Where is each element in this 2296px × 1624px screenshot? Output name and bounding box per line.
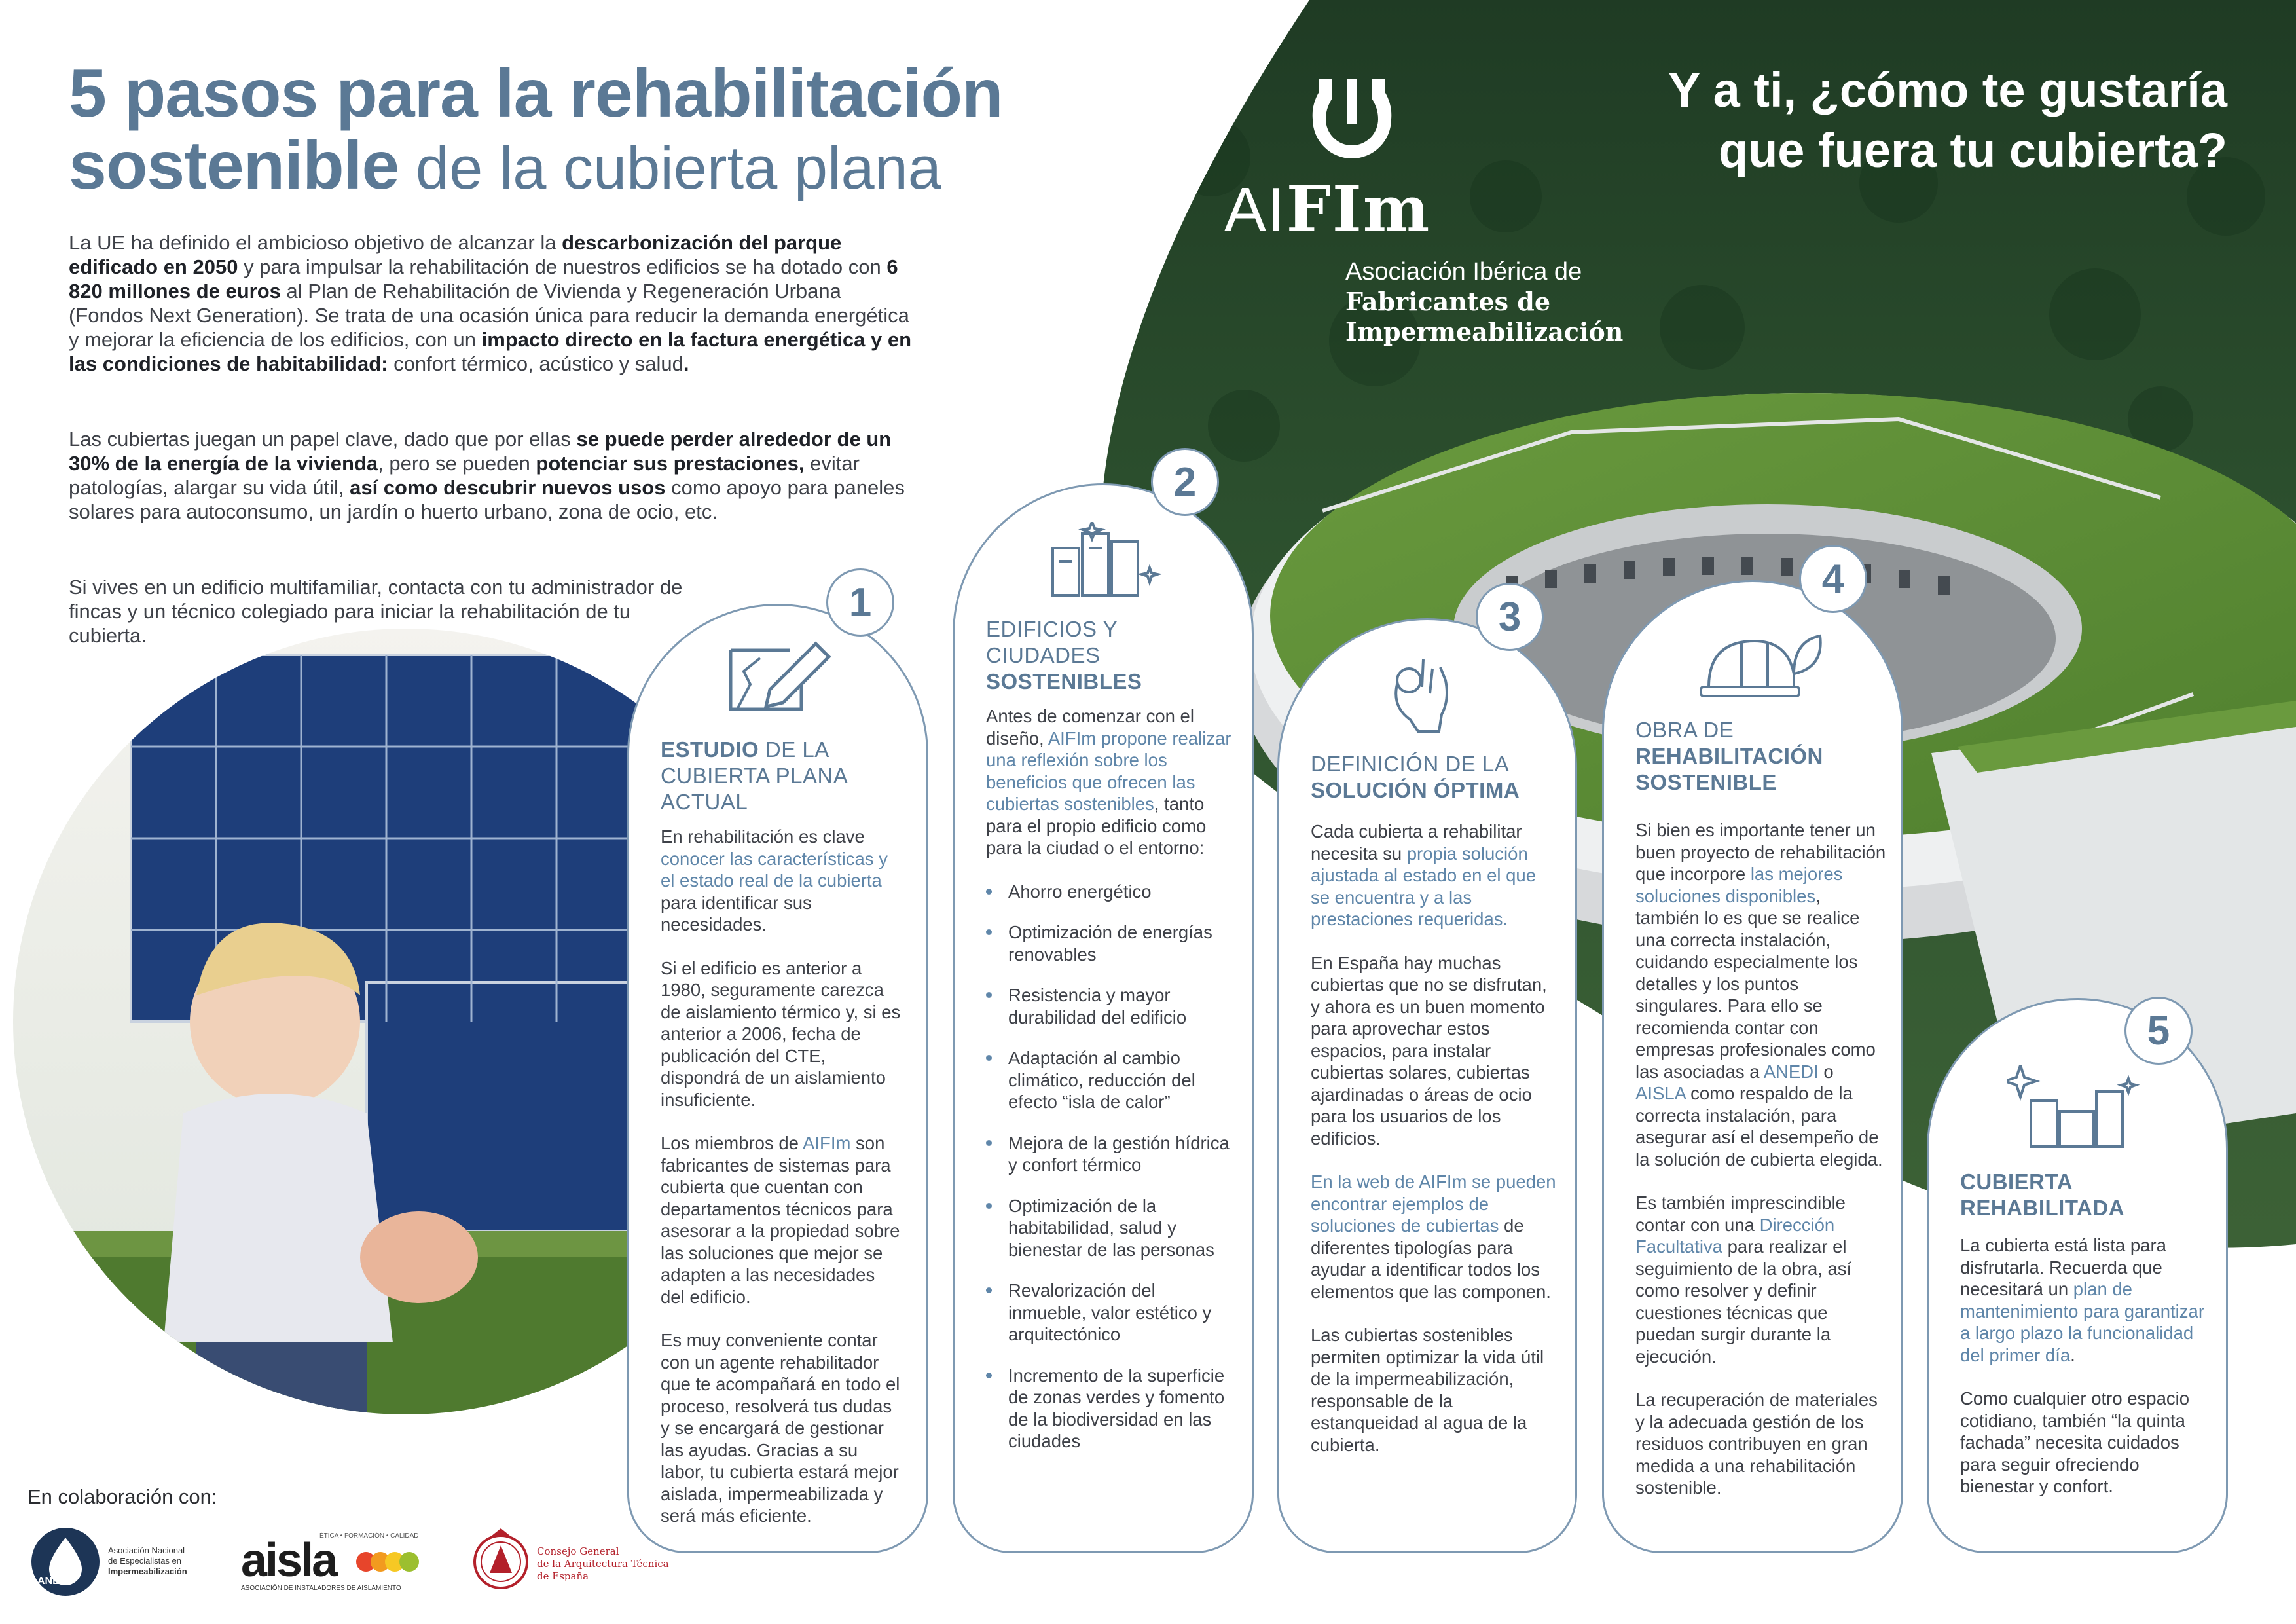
- highlight-text: las mejores soluciones disponibles: [1635, 864, 1843, 906]
- intro-text-run: impacto directo en la factura energética y en las condiciones de habitabilidad:: [69, 328, 912, 375]
- card-title-run: DEFINICIÓN DE LA: [1311, 752, 1508, 776]
- intro-text-run: se puede perder alrededor de un 30% de la energía de la vivienda: [69, 428, 892, 475]
- body-text: Es muy conveniente contar con un agente rehabilitador que te acompañará en todo el proceso, resolverá tus dudas y se encargará de gestionar las ayudas. Gracias a su labor, tu cubierta estará mejor aislada, impermeabilizada y será más eficiente.: [661, 1330, 900, 1526]
- body-text: En España hay muchas cubiertas que no se disfrutan, y ahora es un buen momento para aprovechar estos espacios, para instalar cubiertas solares, cubiertas ajardinadas o áreas de ocio para los usuarios de los edificios.: [1311, 952, 1547, 1149]
- step-2-body: [986, 705, 1235, 1471]
- intro-text-run: 6 820 millones de euros: [69, 255, 898, 303]
- highlight-text: ANEDI: [1763, 1061, 1819, 1082]
- card-paragraph: [1635, 819, 1887, 1170]
- card-paragraph: [1635, 1192, 1887, 1367]
- card-paragraph: [1311, 821, 1559, 931]
- step-4-body: [1635, 819, 1887, 1521]
- step-1-title: [661, 737, 896, 815]
- step-card-5: [1927, 998, 2228, 1553]
- body-text: Los miembros de: [661, 1133, 803, 1153]
- step-5-body: [1960, 1234, 2209, 1519]
- benefit-item: Optimización de energías renovables: [986, 921, 1235, 965]
- aisla-wordmark: aisla: [241, 1534, 337, 1587]
- intro-text-run: al Plan de Rehabilitación de Vivienda y Regeneración Urbana (Fondos Next Generation). Se trata de una ocasión única para reducir la demanda energética y mejorar la eficiencia de los edificios, con un: [69, 280, 909, 351]
- step-3-body: [1311, 821, 1559, 1477]
- body-text: o: [1818, 1061, 1834, 1082]
- benefit-item: Adaptación al cambio climático, reducción del efecto “isla de calor”: [986, 1047, 1235, 1113]
- aifim-logo-icon: [1300, 65, 1404, 170]
- intro-text-run: Si vives en un edificio multifamiliar, contacta con tu administrador de fincas y un técnico colegiado para iniciar la rehabilitación de tu cubierta.: [69, 576, 683, 647]
- card-title-run: CUBIERTA REHABILITADA: [1960, 1170, 2125, 1220]
- intro-text-run: .: [683, 352, 689, 375]
- body-text: Antes de comenzar con el diseño,: [986, 706, 1194, 748]
- slogan-line-2: que fuera tu cubierta?: [1718, 123, 2227, 177]
- highlight-text: propia solución ajustada al estado en el que se encuentra y a las prestaciones requeridas.: [1311, 843, 1537, 929]
- title-line-2-rest: de la cubierta plana: [399, 135, 941, 202]
- highlight-text: plan de mantenimiento para garantizar a largo plazo la funcionalidad del primer día: [1960, 1279, 2204, 1365]
- card-paragraph: [661, 826, 903, 936]
- body-text: para realizar el seguimiento de la obra, así como resolver y definir cuestiones técnicas que puedan surgir durante la ejecución.: [1635, 1236, 1852, 1367]
- anedi-mark-text: ANEDI: [37, 1576, 70, 1587]
- card-paragraph: [1960, 1388, 2209, 1498]
- card-paragraph: [1960, 1234, 2209, 1366]
- intro-text-run: evitar patologías, alargar su vida útil,: [69, 452, 860, 499]
- card-paragraph: [1311, 1171, 1559, 1302]
- aisla-tagline: ÉTICA • FORMACIÓN • CALIDAD: [319, 1532, 419, 1540]
- intro-paragraph-3: [69, 575, 710, 648]
- collaboration-label: En colaboración con:: [27, 1485, 217, 1508]
- step-card-4: [1602, 580, 1903, 1553]
- card-title-run: REHABILITACIÓN SOSTENIBLE: [1635, 744, 1823, 794]
- cgate-name: [537, 1545, 669, 1583]
- card-paragraph: [1635, 1389, 1887, 1499]
- intro-text-run: , pero se pueden: [378, 452, 536, 475]
- assoc-line-2: Fabricantes de: [1345, 287, 1551, 316]
- helmet-leaf-icon: [1696, 628, 1827, 707]
- body-text: Si bien es importante tener un buen proyecto de rehabilitación que incorpore: [1635, 820, 1886, 884]
- step-3-number-badge: 3: [1476, 583, 1544, 651]
- step-2-number-badge: 2: [1151, 448, 1219, 516]
- benefits-list: [986, 881, 1235, 1452]
- highlight-text: En la web de AIFIm se pueden encontrar ejemplos de soluciones de cubiertas: [1311, 1172, 1556, 1236]
- card-paragraph: [661, 1132, 903, 1308]
- cgate-name-line-3: de España: [537, 1570, 589, 1582]
- card-title-run: SOSTENIBLES: [986, 669, 1142, 693]
- step-5-title: [1960, 1169, 2202, 1221]
- intro-text-run: Las cubiertas juegan un papel clave, dado que por ellas: [69, 428, 577, 451]
- step-card-3: [1277, 618, 1577, 1553]
- intro-text-run: confort térmico, acústico y salud: [388, 352, 683, 375]
- card-title-run: OBRA DE: [1635, 718, 1734, 742]
- body-text: La recuperación de materiales y la adecuada gestión de los residuos contribuyen en gran medida a una rehabilitación sostenible.: [1635, 1390, 1878, 1498]
- body-text: .: [2070, 1344, 2075, 1365]
- card-paragraph: [661, 957, 903, 1111]
- logo-text-fim: FIm: [1286, 172, 1431, 246]
- aisla-name: ASOCIACIÓN DE INSTALADORES DE AISLAMIENTO: [241, 1585, 401, 1592]
- benefit-item: Ahorro energético: [986, 881, 1235, 903]
- city-buildings-icon: [1046, 522, 1164, 600]
- card-paragraph: [1311, 952, 1559, 1150]
- card-title-run: SOLUCIÓN ÓPTIMA: [1311, 778, 1520, 802]
- cgate-logo: [471, 1519, 687, 1591]
- body-text: , también lo es que se realice una correcta instalación, cuidando especialmente los detalles y los puntos singulares. Para ello se recomienda contar con empresas profesionales como las asociadas a: [1635, 885, 1876, 1082]
- highlight-text: conocer las características y el estado real de la cubierta: [661, 848, 888, 891]
- step-4-number-badge: 4: [1799, 545, 1867, 613]
- card-title-run: DE LA CUBIERTA PLANA ACTUAL: [661, 737, 847, 814]
- intro-text-run: como apoyo para paneles solares para autoconsumo, un jardín o huerto urbano, zona de ocio, etc.: [69, 476, 905, 523]
- step-3-title: [1311, 751, 1553, 803]
- step-card-1: [627, 604, 928, 1553]
- sparkling-buildings-icon: [2007, 1065, 2145, 1151]
- cgate-emblem-icon: [471, 1526, 530, 1591]
- step-4-title: [1635, 717, 1878, 796]
- step-5-number-badge: 5: [2124, 997, 2193, 1065]
- highlight-text: Dirección Facultativa: [1635, 1214, 1835, 1257]
- body-text: son fabricantes de sistemas para cubierta que cuentan con departamentos técnicos para asesorar a la propiedad sobre las soluciones que mejor se adapten a las necesidades del edificio.: [661, 1133, 900, 1307]
- step-2-title: [986, 616, 1228, 695]
- card-paragraph: [1311, 1324, 1559, 1456]
- anedi-name-line-2: de Especialistas en: [108, 1556, 182, 1566]
- page-title: [69, 58, 1129, 202]
- intro-text-run: así como descubrir nuevos usos: [350, 476, 666, 499]
- body-text: Es también imprescindible contar con una: [1635, 1192, 1846, 1235]
- body-text: Cada cubierta a rehabilitar necesita su: [1311, 821, 1522, 864]
- intro-text-run: descarbonización del parque edificado en 2050: [69, 231, 842, 278]
- anedi-name: [108, 1545, 239, 1577]
- intro-text-run: y para impulsar la rehabilitación de nuestros edificios se ha dotado con: [238, 255, 887, 278]
- ok-hand-icon: [1384, 654, 1463, 739]
- body-text: como respaldo de la correcta instalación, para asegurar así el desempeño de la solución de cubierta elegida.: [1635, 1083, 1883, 1170]
- benefit-item: Revalorización del inmueble, valor estético y arquitectónico: [986, 1280, 1235, 1346]
- benefit-item: Incremento de la superficie de zonas verdes y fomento de la biodiversidad en las ciudades: [986, 1365, 1235, 1452]
- title-line-2-bold: sostenible: [69, 128, 399, 204]
- aisla-logo: [241, 1519, 437, 1591]
- body-text: para identificar sus necesidades.: [661, 892, 812, 934]
- benefit-item: Optimización de la habitabilidad, salud y bienestar de las personas: [986, 1195, 1235, 1261]
- step-1-body: [661, 826, 903, 1549]
- logo-text-ai: AI: [1224, 175, 1286, 245]
- body-text: de diferentes tipologías para ayudar a identificar todos los elementos que las componen.: [1311, 1215, 1551, 1302]
- cgate-name-line-1: Consejo General: [537, 1545, 619, 1557]
- card-paragraph: [661, 1329, 903, 1527]
- body-text: Las cubiertas sostenibles permiten optimizar la vida útil de la impermeabilización, responsable de la estanqueidad al agua de la cubierta.: [1311, 1325, 1544, 1455]
- benefit-item: Resistencia y mayor durabilidad del edificio: [986, 984, 1235, 1028]
- aisla-rings-icon: [355, 1545, 428, 1578]
- highlight-text: AISLA: [1635, 1083, 1686, 1103]
- card-paragraph: [986, 705, 1235, 859]
- body-text: La cubierta está lista para disfrutarla. Recuerda que necesitará un: [1960, 1235, 2166, 1299]
- body-text: , tanto para el propio edificio como para la ciudad o el entorno:: [986, 794, 1207, 858]
- highlight-text: AIFIm propone realizar una reflexión sobre los beneficios que ofrecen las cubiertas sostenibles: [986, 728, 1231, 814]
- step-card-2: [953, 483, 1254, 1553]
- slogan: [1442, 60, 2227, 181]
- intro-paragraph-2: [69, 427, 920, 524]
- assoc-line-1: Asociación Ibérica de: [1345, 258, 1582, 286]
- intro-text-run: potenciar sus prestaciones,: [536, 452, 805, 475]
- title-line-1: 5 pasos para la rehabilitación: [69, 56, 1003, 132]
- slogan-line-1: Y a ti, ¿cómo te gustaría: [1668, 63, 2227, 117]
- intro-paragraph-1: [69, 231, 920, 376]
- card-title-run: ESTUDIO: [661, 737, 759, 762]
- highlight-text: AIFIm: [803, 1133, 851, 1153]
- body-text: Si el edificio es anterior a 1980, seguramente carezca de aislamiento térmico y, si es anterior a 2006, fecha de publicación del CTE, dispondrá de un aislamiento insuficiente.: [661, 957, 901, 1110]
- card-title-run: EDIFICIOS Y CIUDADES: [986, 617, 1118, 667]
- body-text: En rehabilitación es clave: [661, 826, 865, 847]
- intro-text-run: La UE ha definido el ambicioso objetivo de alcanzar la: [69, 231, 562, 254]
- association-name: [1345, 257, 1623, 347]
- map-pencil-icon: [724, 638, 835, 717]
- body-text: Como cualquier otro espacio cotidiano, también “la quinta fachada” necesita cuidados para seguir ofreciendo bienestar y confort.: [1960, 1388, 2190, 1496]
- assoc-line-3: Impermeabilización: [1345, 317, 1624, 346]
- step-1-number-badge: 1: [826, 568, 894, 637]
- anedi-name-line-3: Impermeabilización: [108, 1566, 187, 1576]
- benefit-item: Mejora de la gestión hídrica y confort térmico: [986, 1132, 1235, 1176]
- aifim-logo-wordmark: [1224, 172, 1431, 246]
- anedi-name-line-1: Asociación Nacional: [108, 1545, 185, 1555]
- cgate-name-line-2: de la Arquitectura Técnica: [537, 1558, 669, 1570]
